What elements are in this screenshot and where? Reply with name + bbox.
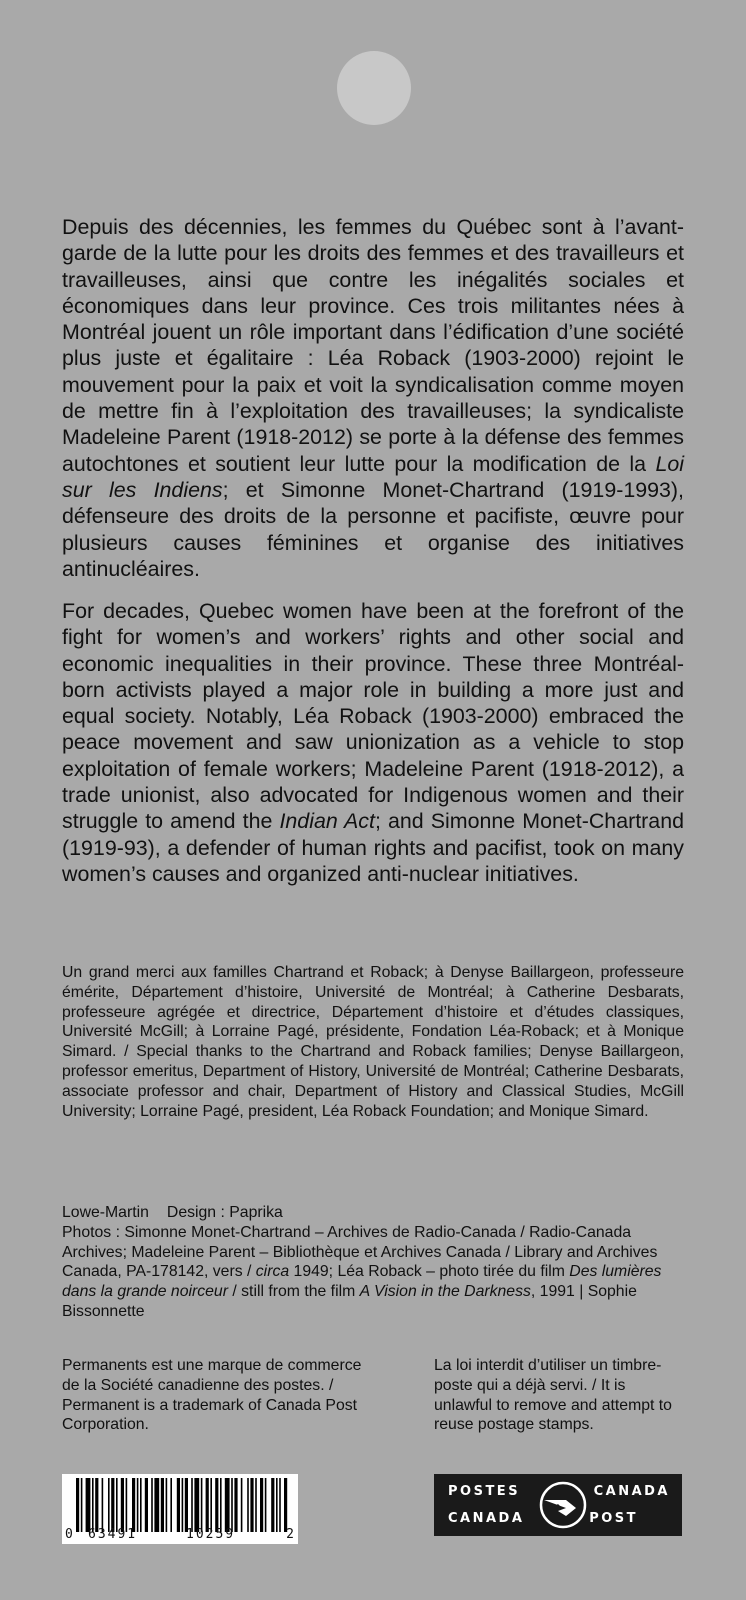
barcode-right-digits: 10259: [186, 1527, 236, 1542]
french-text-1: Depuis des décennies, les femmes du Québec sont à l’avant-garde de la lutte pour les droits des femmes et des travailleurs et travailleuses, ainsi que contre les inégalités sociales et économiques dans leur province. Ces trois militantes nées à Montréal jouent un rôle important dans l’édification d’une société plus juste et égalitaire : Léa Roback (1903-2000) rejoint le mouvement pour la paix et voit la syndicalisation comme moyen de mettre fin à l’exploitation des travailleuses; la syndicaliste Madeleine Parent (1918-2012) se porte à la défense des femmes autochtones et soutient leur lutte pour la modification de la: [62, 215, 684, 476]
barcode-first-digit: 0: [65, 1527, 73, 1542]
english-text-1: For decades, Quebec women have been at the forefront of the fight for women’s and workers’ rights and other social and economic inequalities in their province. These three Montréal-born activists played a major role in building a more just and equal society. Notably, Léa Roback (1903-2000) embraced the peace movement and saw unionization as a vehicle to stop exploitation of female workers; Madeleine Parent (1918-2012), a trade unionist, also advocated for Indigenous women and their struggle to amend the: [62, 599, 684, 834]
film-title-fr: Des lumières dans la grande noirceur: [62, 1263, 662, 1301]
photo-credit-2: 1949; Léa Roback – photo tirée du film: [289, 1263, 570, 1281]
french-text-2: ; et Simonne Monet-Chartrand (1919-1993), défenseure des droits de la personne et pacifiste, œuvre pour plusieurs causes féminines et organise des initiatives antinucléaires.: [62, 477, 684, 581]
credits: [62, 1203, 684, 1322]
english-text-2: ; and Simonne Monet-Chartrand (1919-93), a defender of human rights and pacifist, took on many women’s causes and organized anti-nuclear initiatives.: [62, 809, 684, 886]
reuse-notice: La loi interdit d’utiliser un timbre-poste qui a déjà servi. / It is unlawful to remove and attempt to reuse postage stamps.: [434, 1357, 672, 1434]
design-credit: Design : Paprika: [166, 1204, 283, 1221]
canada-post-emblem-icon: [536, 1478, 590, 1532]
barcode-left-digits: 63491: [88, 1527, 138, 1542]
logo-postes: POSTES: [448, 1484, 521, 1499]
barcode-bars: [62, 1474, 298, 1532]
photo-credit-4: , 1991 | Sophie Bissonnette: [62, 1283, 637, 1320]
canada-post-logo: [434, 1474, 682, 1536]
logo-canada-en: CANADA: [593, 1484, 670, 1499]
photo-credit-circa: circa: [255, 1263, 290, 1281]
acknowledgements: Un grand merci aux familles Chartrand et Roback; à Denyse Baillargeon, professeure émérite, Département d’histoire, Université de Montréal; à Catherine Desbarats, professeure agrégée et directrice, Département d’histoire et d’études classiques, Université McGill; à Lorraine Pagé, présidente, Fondation Léa-Roback; et à Monique Simard. / Special thanks to the Chartrand and Roback families; Denyse Baillargeon, professor emeritus, Department of History, Université de Montréal; Catherine Desbarats, associate professor and chair, Department of History and Classical Studies, McGill University; Lorraine Pagé, president, Léa Roback Foundation; and Monique Simard.: [62, 964, 684, 1120]
logo-post: POST: [589, 1511, 638, 1526]
upc-barcode: [62, 1474, 298, 1544]
photo-credit-3: / still from the film: [227, 1283, 360, 1301]
trademark-notice: Permanents est une marque de commerce de la Société canadienne des postes. / Permanent is a trademark of Canada Post Corporation.: [62, 1357, 362, 1434]
printer-credit: Lowe-Martin: [62, 1204, 149, 1221]
film-title-en: A Vision in the Darkness: [359, 1283, 531, 1301]
hang-hole: [337, 51, 411, 125]
logo-canada-fr: CANADA: [448, 1511, 525, 1526]
english-italic-title: Indian Act: [279, 809, 375, 834]
french-italic-title: Loi sur les Indiens: [62, 451, 684, 502]
barcode-last-digit: 2: [286, 1527, 294, 1542]
english-description: [62, 598, 684, 887]
photo-credit-1: Photos : Simonne Monet-Chartrand – Archives de Radio-Canada / Radio-Canada Archives; Madeleine Parent – Bibliothèque et Archives Canada / Library and Archives Canada, PA-178142, vers /: [62, 1223, 658, 1281]
french-description: [62, 214, 684, 582]
